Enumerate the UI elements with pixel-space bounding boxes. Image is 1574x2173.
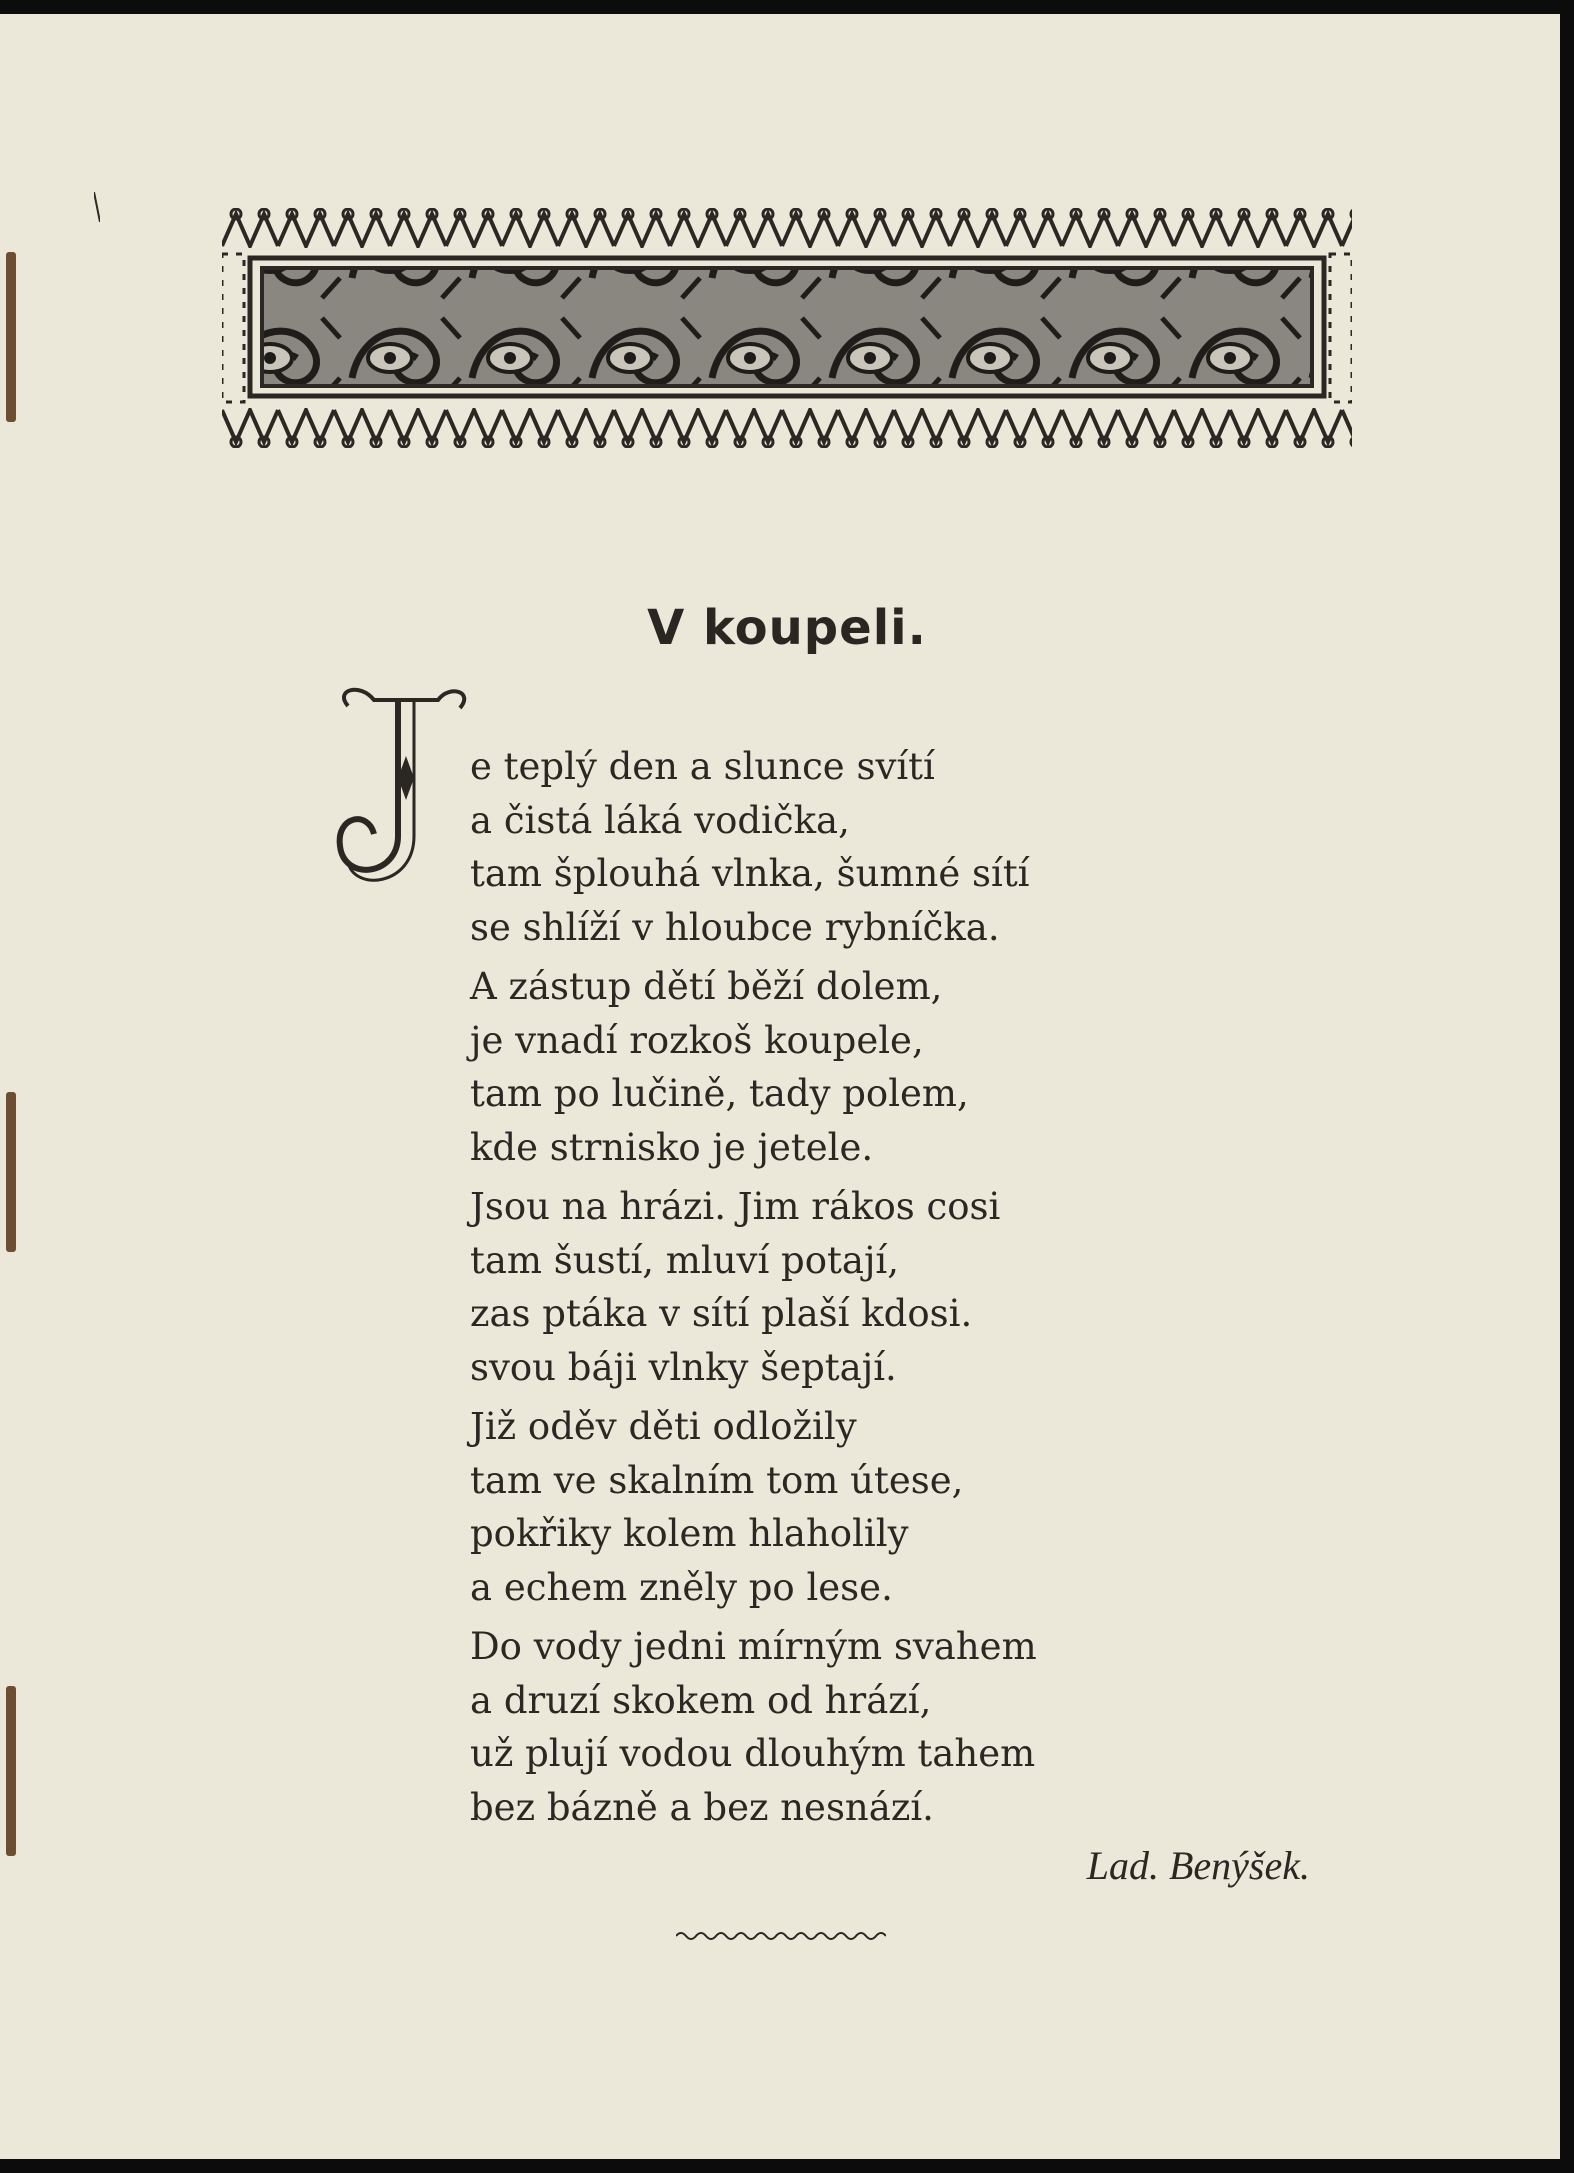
poem-line: a čistá láká vodička, xyxy=(470,798,850,842)
poem-line: a echem zněly po lese. xyxy=(470,1565,893,1609)
poem-line: svou báji vlnky šeptají. xyxy=(470,1345,897,1389)
binding-mark-top xyxy=(6,252,16,422)
end-divider xyxy=(676,1928,886,1944)
poem-line: Jsou na hrázi. Jim rákos cosi xyxy=(470,1185,1001,1228)
poem-line: e teplý den a slunce svítí xyxy=(470,745,935,788)
dropcap-initial xyxy=(334,686,474,886)
poem-line: je vnadí rozkoš koupele, xyxy=(470,1018,924,1062)
poem-line: Již oděv děti odložily xyxy=(470,1405,857,1448)
author-signature: Lad. Benýšek. xyxy=(1086,1843,1310,1888)
poem-title: V koupeli. xyxy=(647,600,927,656)
poem-line: kde strnisko je jetele. xyxy=(470,1125,874,1169)
svg-text:J: J xyxy=(394,876,395,877)
poem-line: bez bázně a bez nesnází. xyxy=(470,1785,934,1829)
decorative-header-ornament xyxy=(222,208,1352,448)
binding-mark-middle xyxy=(6,1092,16,1252)
poem-line: Do vody jedni mírným svahem xyxy=(470,1625,1037,1668)
stanza xyxy=(470,1400,1230,1614)
stanza xyxy=(470,960,1230,1174)
poem-line: tam ve skalním tom útese, xyxy=(470,1458,964,1502)
poem-line: tam šplouhá vlnka, šumné sítí xyxy=(470,852,1030,895)
poem-line: A zástup dětí běží dolem, xyxy=(470,965,943,1008)
stanza xyxy=(470,740,1230,954)
poem-line: a druzí skokem od hrází, xyxy=(470,1678,932,1722)
pen-mark xyxy=(94,192,100,222)
poem-line: pokřiky kolem hlaholily xyxy=(470,1512,909,1555)
binding-mark-bottom xyxy=(6,1686,16,1856)
poem-line: tam po lučině, tady polem, xyxy=(470,1072,969,1115)
poem-line: se shlíží v hloubce rybníčka. xyxy=(470,905,1000,949)
poem-line: zas ptáka v sítí plaší kdosi. xyxy=(470,1292,973,1335)
stanza xyxy=(470,1180,1230,1394)
poem-body xyxy=(470,740,1230,1834)
poem-line: tam šustí, mluví potají, xyxy=(470,1238,900,1282)
poem-line: už plují vodou dlouhým tahem xyxy=(470,1732,1036,1775)
stanza xyxy=(470,1620,1230,1834)
